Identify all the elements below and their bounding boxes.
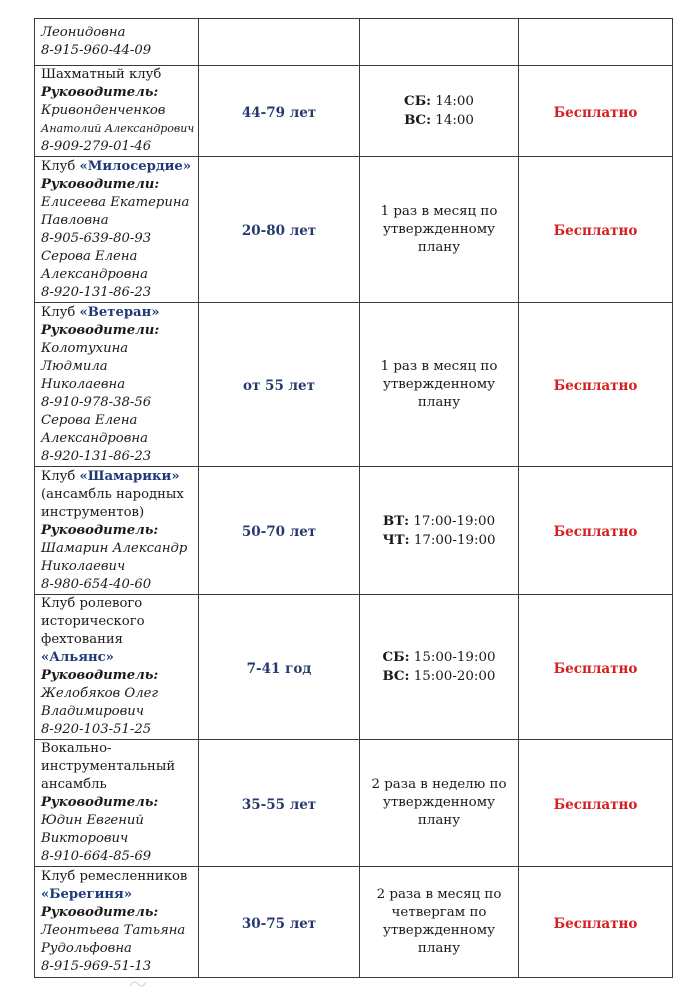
schedule-cell [360, 595, 519, 740]
club-title [41, 468, 198, 486]
price-label: Бесплатно [553, 223, 638, 239]
price-cell [519, 157, 673, 303]
club-description: Вокально- [41, 741, 112, 756]
leader-name: Викторович [41, 831, 129, 846]
price-cell [519, 740, 673, 867]
club-info-cell [35, 867, 199, 978]
price-cell [519, 303, 673, 467]
club-description: фехтования [41, 632, 123, 647]
schedule-day: ЧТ: [382, 531, 410, 548]
table-row [35, 303, 673, 467]
club-info-cell [35, 595, 199, 740]
price-cell [519, 66, 673, 157]
schedule-cell [360, 740, 519, 867]
leader-name: Николаевна [41, 376, 126, 392]
schedule-time: 17:00-19:00 [413, 513, 496, 529]
price-cell [519, 467, 673, 595]
leader-phone: 8-909-279-01-46 [41, 139, 152, 154]
schedule-line: 2 раза в месяц по [376, 887, 502, 902]
age-range: 44-79 лет [241, 104, 317, 121]
price-label: Бесплатно [553, 524, 638, 540]
club-info-cell [35, 157, 199, 303]
scan-smudge-icon [128, 976, 154, 990]
price-label: Бесплатно [553, 378, 638, 394]
leader-name: Колотухина [41, 340, 129, 356]
leader-label: Руководитель: [41, 85, 159, 100]
club-description: ансамбль [41, 777, 107, 792]
club-info-cell [35, 740, 199, 867]
age-range: 35-55 лет [241, 796, 317, 813]
schedule-line: утвержденному [382, 923, 496, 938]
leader-phone: 8-910-664-85-69 [41, 849, 152, 864]
leader-name: Леонтьева Татьяна [41, 923, 186, 938]
leader-phone: 8-920-103-51-25 [41, 722, 152, 737]
price-label: Бесплатно [553, 796, 638, 813]
leader-label: Руководитель: [41, 522, 159, 538]
leader-name: Серова Елена [41, 248, 138, 264]
club-prefix: Клуб [41, 158, 76, 174]
leader-name: Серова Елена [41, 412, 138, 428]
leader-name: Желобяков Олег [41, 686, 159, 701]
table-row [35, 467, 673, 595]
table-row [35, 740, 673, 867]
schedule-time: 15:00-20:00 [413, 669, 496, 684]
table-row [35, 19, 673, 66]
leader-name: Леонидовна [41, 25, 126, 40]
price-label: Бесплатно [553, 660, 638, 677]
leader-name: Павловна [41, 212, 109, 228]
schedule-line [360, 512, 518, 531]
age-range: 30-75 лет [241, 915, 317, 932]
schedule-day: ВС: [382, 668, 410, 684]
club-prefix: Клуб [41, 468, 76, 484]
schedule-line [360, 648, 518, 667]
price-cell [519, 19, 673, 66]
leader-name: Анатолий Александрович [41, 122, 195, 135]
price-label: Бесплатно [553, 915, 638, 932]
club-name: «Милосердие» [79, 158, 192, 174]
club-title [41, 304, 198, 322]
schedule-line [360, 111, 518, 130]
leader-name: Александровна [41, 430, 148, 446]
leader-phone: 8-920-131-86-23 [41, 448, 152, 464]
club-title [41, 158, 198, 176]
club-name: «Шамарики» [79, 468, 180, 484]
schedule-line: 2 раза в неделю по [371, 777, 507, 792]
club-description: инструментальный [41, 759, 176, 774]
age-cell [199, 157, 360, 303]
club-info-cell [35, 467, 199, 595]
table-row [35, 66, 673, 157]
schedule-line: плану [417, 813, 461, 828]
leader-label: Руководитель: [41, 905, 159, 920]
leader-phone: 8-920-131-86-23 [41, 284, 152, 300]
schedule-line: 1 раз в месяц по [380, 203, 498, 219]
schedule-cell [360, 467, 519, 595]
schedule-cell [360, 19, 519, 66]
age-cell [199, 740, 360, 867]
leader-name: Николаевич [41, 558, 126, 574]
schedule-cell [360, 303, 519, 467]
schedule-line [360, 92, 518, 111]
schedule-line: четвергам по [391, 905, 487, 920]
leader-phone: 8-905-639-80-93 [41, 230, 152, 246]
schedule-cell [360, 867, 519, 978]
leader-phone: 8-980-654-40-60 [41, 576, 152, 592]
price-cell [519, 595, 673, 740]
leader-name: Елисеева Екатерина [41, 194, 190, 210]
schedule-time: 17:00-19:00 [413, 532, 496, 548]
club-info-cell [35, 66, 199, 157]
schedule-line: плану [417, 394, 461, 410]
leader-name: Людмила [41, 358, 108, 374]
club-prefix: Клуб [41, 304, 76, 320]
table-row [35, 595, 673, 740]
club-name: «Ветеран» [79, 304, 160, 320]
schedule-cell [360, 66, 519, 157]
leader-phone: 8-915-960-44-09 [41, 43, 152, 58]
leader-label: Руководители: [41, 176, 160, 192]
club-description: (ансамбль народных [41, 486, 184, 502]
leader-label: Руководитель: [41, 795, 159, 810]
club-description: Клуб ролевого [41, 596, 143, 611]
leader-phone: 8-910-978-38-56 [41, 394, 152, 410]
schedule-line: утвержденному [382, 376, 496, 392]
leader-name: Рудольфовна [41, 941, 132, 956]
age-cell [199, 19, 360, 66]
leader-name: Шамарин Александр [41, 540, 188, 556]
schedule-line: плану [417, 941, 461, 956]
schedule-line: плану [417, 239, 461, 255]
age-range: 7-41 год [246, 660, 312, 677]
age-cell [199, 595, 360, 740]
schedule-line: утвержденному [382, 221, 496, 237]
table-row [35, 867, 673, 978]
club-title: Шахматный клуб [41, 67, 162, 82]
leader-name: Юдин Евгений [41, 813, 144, 828]
club-info-cell [35, 19, 199, 66]
schedule-time: 14:00 [435, 94, 474, 109]
age-cell [199, 303, 360, 467]
schedule-day: СБ: [404, 93, 432, 109]
leader-name: Александровна [41, 266, 148, 282]
age-cell [199, 66, 360, 157]
age-range: от 55 лет [242, 378, 316, 394]
schedule-day: ВТ: [382, 512, 410, 529]
schedule-cell [360, 157, 519, 303]
schedule-line: утвержденному [382, 795, 496, 810]
schedule-day: ВС: [404, 112, 432, 128]
schedule-day: СБ: [382, 649, 410, 665]
leader-phone: 8-915-969-51-13 [41, 959, 152, 974]
schedule-time: 14:00 [435, 113, 474, 128]
leader-name: Владимирович [41, 704, 144, 719]
table-row [35, 157, 673, 303]
leader-name: Кривонденченков [41, 103, 166, 118]
club-name: «Альянс» [41, 650, 114, 665]
club-description: инструментов) [41, 504, 145, 520]
price-cell [519, 867, 673, 978]
age-cell [199, 467, 360, 595]
leader-label: Руководитель: [41, 668, 159, 683]
club-description: исторического [41, 614, 145, 629]
schedule-line [360, 667, 518, 686]
age-cell [199, 867, 360, 978]
scan-artifact [128, 976, 154, 990]
club-name: «Берегиня» [41, 887, 133, 902]
clubs-table [34, 18, 673, 978]
leader-label: Руководители: [41, 322, 160, 338]
club-description: Клуб ремесленников [41, 869, 188, 884]
club-info-cell [35, 303, 199, 467]
schedule-line [360, 531, 518, 550]
age-range: 20-80 лет [241, 223, 317, 239]
price-label: Бесплатно [553, 104, 638, 121]
schedule-time: 15:00-19:00 [413, 650, 496, 665]
schedule-line: 1 раз в месяц по [380, 358, 498, 374]
age-range: 50-70 лет [241, 524, 317, 540]
